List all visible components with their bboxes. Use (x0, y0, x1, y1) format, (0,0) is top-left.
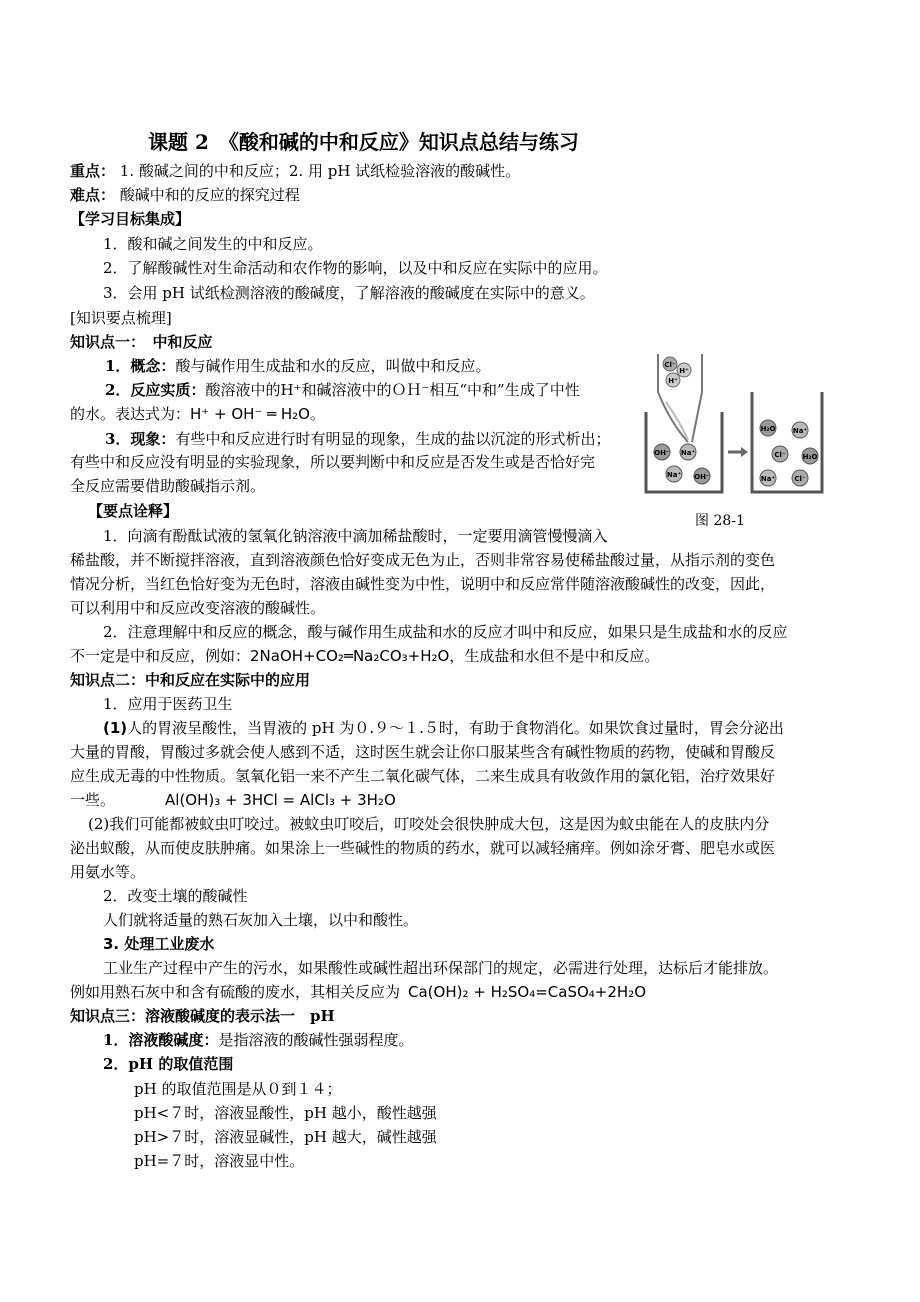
particle-label: OH⁻ (654, 449, 670, 457)
notes-p2-line: 2．注意理解中和反应的概念，酸与碱作用生成盐和水的反应才叫中和反应，如果只是生成盐和水的反应 (103, 623, 788, 641)
figure-caption: 图 28-1 (695, 513, 745, 529)
kp3-i1-text: 是指溶液的酸碱性强弱程度。 (218, 1031, 414, 1049)
neutralization-figure (640, 352, 825, 498)
notes-p2b (70, 647, 659, 665)
kp1-essence-text2: 的水。表达式为： (70, 405, 191, 423)
kp1-essence-text: 酸溶液中的H⁺和碱溶液中的ＯＨ⁻相互“中和”生成了中性 (205, 381, 580, 399)
kp2-s3-line (70, 983, 646, 1001)
right-particle (792, 470, 808, 486)
notes-p2b-post: ，生成盐和水但不是中和反应。 (449, 647, 660, 665)
particle-label: Cl⁻ (794, 475, 806, 483)
funnel-particle (677, 363, 691, 377)
kp1-heading: 知识点一： 中和反应 (70, 333, 213, 351)
kp1-concept-label: 1．概念： (105, 357, 176, 375)
kp1-essence (105, 381, 580, 399)
goal-item: 2．了解酸碱性对生命活动和农作物的影响，以及中和反应在实际中的应用。 (103, 259, 608, 277)
kp2-s3-text1: 工业生产过程中产生的污水，如果酸性或碱性超出环保部门的规定，必需进行处理，达标后才能排放。 (103, 959, 779, 977)
notes-p1-line: 1．向滴有酚酞试液的氢氧化钠溶液中滴加稀盐酸时，一定要用滴管慢慢滴入 (103, 527, 608, 545)
kp1-essence-label: 2．反应实质： (105, 381, 206, 399)
kp1-phen-text1: 有些中和反应进行时有明显的现象，生成的盐以沉淀的形式析出； (175, 430, 611, 448)
left-particle (654, 444, 670, 460)
particle-label: Na⁺ (666, 471, 682, 479)
kp3-i1 (103, 1031, 413, 1049)
kp2-s1-title: 1．应用于医药卫生 (103, 695, 233, 713)
kp1-phen-text2: 有些中和反应没有明显的实验现象，所以要判断中和反应是否发生或是否恰好完 (70, 453, 596, 471)
right-particle (760, 420, 776, 436)
focus-text: 1. 酸碱之间的中和反应；2. 用 pH 试纸检验溶液的酸碱性。 (119, 162, 521, 180)
goals-heading: 【学习目标集成】 (70, 210, 191, 228)
particle-label: Cl⁻ (664, 361, 676, 369)
kp2-s2-text: 人们就将适量的熟石灰加入土壤，以中和酸性。 (103, 911, 419, 929)
kp3-line: pH 的取值范围是从０到１４； (134, 1080, 342, 1098)
kp1-essence-formula: H⁺ + OH⁻ ═ H₂O。 (190, 405, 325, 423)
difficulty-line (70, 186, 300, 204)
particle-label: OH⁻ (694, 473, 710, 481)
right-particle (792, 422, 808, 438)
kp2-s1-p1-line: 应生成无毒的中性物质。氢氧化铝一来不产生二氧化碳气体，二来生成具有收敛作用的氯化铝，治疗效果好 (70, 767, 776, 785)
kp3-line: pH>７时，溶液显碱性，pH 越大，碱性越强 (134, 1128, 437, 1146)
particle-label: Na⁺ (760, 475, 776, 483)
funnel-particle (663, 357, 677, 371)
particle-label: H⁺ (679, 367, 689, 375)
particle-label: H₂O (802, 453, 818, 461)
kp1-phen-text3: 全反应需要借助酸碱指示剂。 (70, 477, 266, 495)
kp2-s1-p1-text: 一些。 (70, 791, 116, 809)
particle-label: H₂O (760, 425, 776, 433)
kp2-s3-formula: Ca(OH)₂ + H₂SO₄=CaSO₄+2H₂O (408, 983, 647, 1001)
page-title: 课题 2 《酸和碱的中和反应》知识点总结与练习 (148, 130, 579, 154)
left-particle (666, 466, 682, 482)
kp2-s1-p1-num: (1) (103, 719, 128, 737)
left-particle (694, 468, 710, 484)
kp2-s2-title: 2．改变土壤的酸碱性 (103, 887, 248, 905)
particle-label: Cl⁻ (774, 451, 786, 459)
kp1-phenomenon (105, 430, 610, 448)
particle-label: Na⁺ (680, 449, 696, 457)
notes-heading: 【要点诠释】 (88, 502, 179, 520)
particle-label: H⁺ (668, 377, 678, 385)
kp2-s1-p1-last (70, 791, 396, 809)
difficulty-label: 难点： (70, 186, 116, 204)
notes-p2b-formula: 2NaOH+CO₂═Na₂CO₃+H₂O (250, 647, 450, 665)
kp1-concept (105, 357, 490, 375)
right-particle (772, 446, 788, 462)
funnel-particle (666, 373, 680, 387)
kp2-s1-p1-line (103, 719, 784, 737)
kp2-s1-p2-line: 用氨水等。 (70, 863, 146, 881)
kp2-heading: 知识点二：中和反应在实际中的应用 (70, 671, 311, 689)
kp3-heading: 知识点三：溶液酸碱度的表示法一 pH (70, 1007, 335, 1025)
kp1-essence-cont (70, 405, 325, 423)
kp2-s1-p1-text: 人的胃液呈酸性，当胃液的 pH 为０.９～１.５时，有助于食物消化。如果饮食过量时，胃会分泌出 (127, 719, 784, 737)
kp2-s3-title: 3. 处理工业废水 (103, 935, 215, 953)
kp2-s1-p1-line: 大量的胃酸，胃酸过多就会使人感到不适，这时医生就会让你口服某些含有碱性物质的药物，使碱和胃酸反 (70, 743, 776, 761)
kp3-line: pH<７时，溶液显酸性，pH 越小，酸性越强 (134, 1104, 437, 1122)
right-particle (802, 448, 818, 464)
kp2-s1-formula: Al(OH)₃ + 3HCl = AlCl₃ + 3H₂O (165, 791, 396, 809)
notes-p1-line: 可以利用中和反应改变溶液的酸碱性。 (70, 599, 326, 617)
kp2-s3-text2: 例如用熟石灰中和含有硫酸的废水，其相关反应为 (70, 983, 401, 1001)
review-heading: [知识要点梳理] (70, 309, 172, 327)
kp1-concept-text: 酸与碱作用生成盐和水的反应，叫做中和反应。 (175, 357, 491, 375)
goal-item: 1．酸和碱之间发生的中和反应。 (103, 235, 323, 253)
focus-label: 重点： (70, 162, 116, 180)
right-particle (760, 470, 776, 486)
kp1-phen-label: 3．现象： (105, 430, 176, 448)
particle-label: Na⁺ (792, 427, 808, 435)
kp2-s1-p2-line: 泌出蚁酸，从而使皮肤肿痛。如果涂上一些碱性的物质的药水，就可以减轻痛痒。例如涂牙膏、肥皂水或医 (70, 839, 776, 857)
goal-item: 3．会用 pH 试纸检测溶液的酸碱度，了解溶液的酸碱度在实际中的意义。 (103, 284, 595, 302)
notes-p2b-pre: 不一定是中和反应，例如： (70, 647, 251, 665)
kp3-line: pH=７时，溶液显中性。 (134, 1152, 305, 1170)
notes-p1-line: 稀盐酸，并不断搅拌溶液，直到溶液颜色恰好变成无色为止，否则非常容易使稀盐酸过量，从指示剂的变色 (70, 551, 776, 569)
kp2-s1-p2-line: (2)我们可能都被蚊虫叮咬过。被蚊虫叮咬后，叮咬处会很快肿成大包，这是因为蚊虫能在人的皮肤内分 (88, 815, 770, 833)
left-particle (680, 444, 696, 460)
focus-line (70, 162, 520, 180)
notes-p1-line: 情况分析，当红色恰好变为无色时，溶液由碱性变为中性，说明中和反应常伴随溶液酸碱性的改变，因此， (70, 575, 776, 593)
kp3-i1-label: 1．溶液酸碱度： (103, 1031, 219, 1049)
difficulty-text: 酸碱中和的反应的探究过程 (119, 186, 300, 204)
kp3-i2-label: 2．pH 的取值范围 (103, 1055, 234, 1073)
